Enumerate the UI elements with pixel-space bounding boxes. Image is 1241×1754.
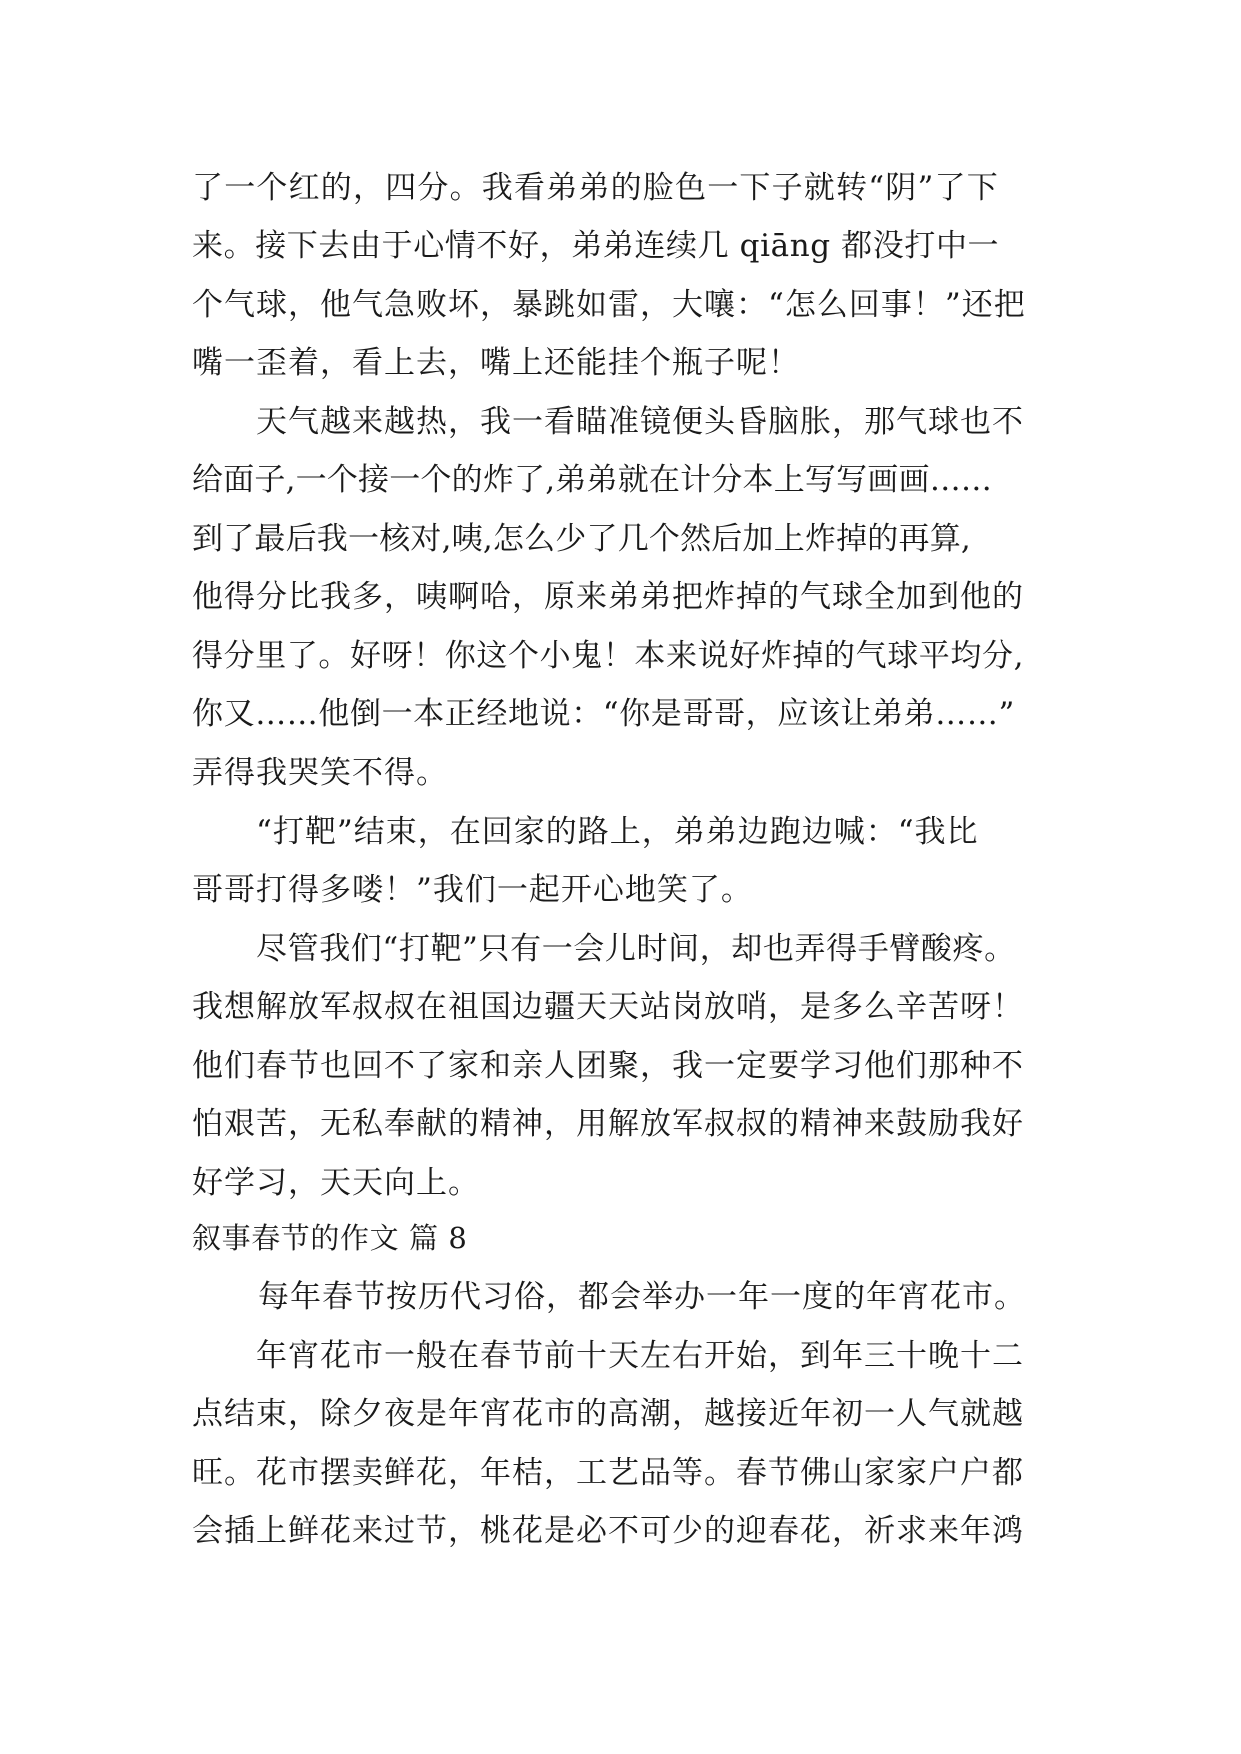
text-line: 他们春节也回不了家和亲人团聚，我一定要学习他们那种不 (192, 1048, 1024, 1084)
text-line: 得分里了。好呀！你这个小鬼！本来说好炸掉的气球平均分, (192, 638, 1025, 674)
text-line: 你又……他倒一本正经地说：“你是哥哥，应该让弟弟……” (192, 696, 1015, 732)
text-line: 年宵花市一般在春节前十天左右开始，到年三十晚十二 (256, 1338, 1024, 1374)
text-line: 每年春节按历代习俗，都会举办一年一度的年宵花市。 (258, 1279, 1026, 1315)
text-line: 天气越来越热，我一看瞄准镜便头昏脑胀，那气球也不 (256, 404, 1024, 440)
text-line: “打靶”结束，在回家的路上，弟弟边跑边喊：“我比 (256, 814, 979, 850)
text-line: 来。接下去由于心情不好，弟弟连续几 qiāng 都没打中一 (192, 228, 1000, 264)
text-line: 他得分比我多，咦啊哈，原来弟弟把炸掉的气球全加到他的 (192, 579, 1024, 615)
text-line: 嘴一歪着，看上去，嘴上还能挂个瓶子呢！ (192, 345, 800, 381)
text-line: 到了最后我一核对,咦,怎么少了几个然后加上炸掉的再算, (192, 521, 971, 557)
text-line: 点结束，除夕夜是年宵花市的高潮，越接近年初一人气就越 (192, 1396, 1024, 1432)
text-line: 给面子,一个接一个的炸了,弟弟就在计分本上写写画画…… (192, 462, 993, 498)
text-line: 旺。花市摆卖鲜花，年桔，工艺品等。春节佛山家家户户都 (192, 1455, 1024, 1491)
text-line: 个气球，他气急败坏，暴跳如雷，大嚷：“怎么回事！”还把 (192, 287, 1026, 323)
text-line: 哥哥打得多喽！”我们一起开心地笑了。 (192, 872, 753, 908)
text-line: 怕艰苦，无私奉献的精神，用解放军叔叔的精神来鼓励我好 (192, 1106, 1024, 1142)
text-line: 会插上鲜花来过节，桃花是必不可少的迎春花，祈求来年鸿 (192, 1513, 1024, 1549)
section-heading: 叙事春节的作文 篇 8 (192, 1221, 468, 1255)
text-line: 好学习，天天向上。 (192, 1165, 480, 1201)
text-line: 弄得我哭笑不得。 (192, 755, 448, 791)
text-line: 尽管我们“打靶”只有一会儿时间，却也弄得手臂酸疼。 (256, 931, 1016, 967)
text-line: 我想解放军叔叔在祖国边疆天天站岗放哨，是多么辛苦呀！ (192, 989, 1024, 1025)
text-line: 了一个红的，四分。我看弟弟的脸色一下子就转“阴”了下 (192, 170, 999, 206)
